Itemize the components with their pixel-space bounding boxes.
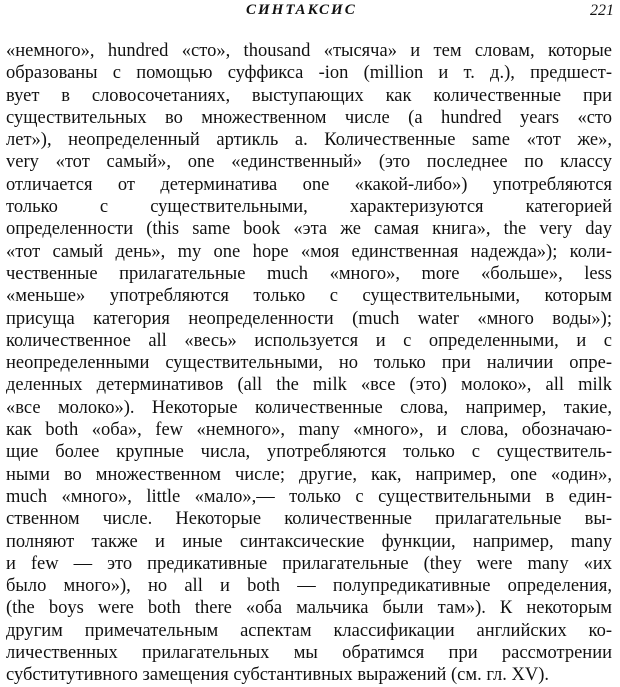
body-paragraph: [6, 40, 612, 687]
text-line: лет»), неопределенный артикль a. Количественные same «тот же»,: [6, 130, 612, 151]
text-line: только с существительными, характеризуются категорией: [6, 197, 612, 218]
text-line: существительных во множественном числе (a hundred years «сто: [6, 107, 612, 128]
text-line: деленных детерминативов (all the milk «все (это) молоко», all milk: [6, 375, 612, 396]
text-line: «меньше» употребляются только с существительными, которым: [6, 286, 612, 307]
text-line: отличается от детерминатива one «какой-либо») употребляются: [6, 174, 612, 195]
text-line: количественное all «весь» используется и с определенными, и с: [6, 330, 612, 351]
page-number: 221: [590, 2, 614, 19]
text-line: very «тот самый», one «единственный» (это последнее по классу: [6, 152, 612, 173]
text-line: щие более крупные числа, употребляются только с существитель-: [6, 442, 612, 463]
text-line: неопределенными существительными, но только при наличии опре-: [6, 353, 612, 374]
text-line: субститутивного замещения субстантивных выражений (см. гл. XV).: [6, 665, 549, 686]
text-line: «немного», hundred «сто», thousand «тысяча» и тем словам, которые: [6, 41, 612, 61]
chapter-title: СИНТАКСИС: [246, 2, 357, 18]
text-line: личественных прилагательных мы обратимся при рассмотрении: [6, 643, 612, 664]
text-line: образованы с помощью суффикса -ion (million и т. д.), предшест-: [6, 63, 612, 84]
text-line: было много»), но all и both — полупредикативные определения,: [6, 576, 612, 597]
text-line: чественные прилагательные much «много», more «больше», less: [6, 263, 612, 284]
text-line: вует в словосочетаниях, выступающих как количественные при: [6, 85, 612, 106]
text-line: определенности (this same book «эта же самая книга», the very day: [6, 219, 612, 240]
text-line: как both «оба», few «немного», many «много», и слова, обозначаю-: [6, 420, 612, 441]
text-line: другим примечательным аспектам классификации английских ко-: [6, 620, 612, 641]
text-line: ными во множественном числе; другие, как, например, one «один»,: [6, 464, 612, 485]
text-line: «тот самый день», my one hope «моя единственная надежда»); коли-: [6, 241, 612, 262]
text-line: и few — это предикативные прилагательные (they were many «их: [6, 553, 612, 574]
text-line: (the boys were both there «оба мальчика были там»). К некоторым: [6, 598, 612, 619]
text-line: полняют также и иные синтаксические функции, например, many: [6, 531, 612, 552]
running-header: [0, 2, 620, 24]
text-line: ственном числе. Некоторые количественные прилагательные вы-: [6, 509, 612, 530]
text-line: much «много», little «мало»,— только с существительными в един-: [6, 486, 612, 507]
text-line: присуща категория неопределенности (much water «много воды»);: [6, 308, 612, 329]
text-line: «все молоко»). Некоторые количественные слова, например, такие,: [6, 397, 612, 418]
